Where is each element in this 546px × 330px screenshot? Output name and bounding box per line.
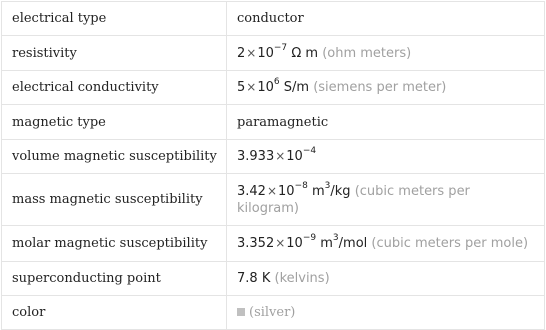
value-unit: Ω m — [291, 45, 319, 61]
row-label: electrical conductivity — [2, 71, 227, 105]
unit-description: (cubic meters per kilogram) — [237, 183, 470, 216]
properties-table — [1, 1, 545, 330]
row-value — [227, 226, 545, 262]
times-sign: × — [246, 80, 257, 94]
value-exponent: −4 — [302, 146, 317, 156]
row-label: color — [2, 296, 227, 330]
times-sign: × — [246, 45, 257, 60]
value-mantissa: 2 — [237, 45, 246, 61]
value-mantissa: 7.8 — [237, 271, 258, 286]
value-mantissa: 3.352 — [237, 236, 275, 251]
row-value — [227, 174, 545, 226]
row-label: electrical type — [2, 2, 227, 36]
unit-description: (cubic meters per mole) — [371, 236, 529, 251]
table-row — [2, 105, 545, 140]
value-unit — [320, 233, 368, 251]
times-sign: × — [275, 149, 286, 163]
value-unit: K — [261, 271, 271, 286]
value-exponent: 6 — [273, 77, 280, 87]
table-row — [2, 226, 545, 262]
row-label: resistivity — [2, 36, 227, 71]
table-row — [2, 2, 545, 36]
color-name: (silver) — [249, 305, 296, 320]
table-row — [2, 140, 545, 174]
unit-base: m — [320, 236, 333, 251]
unit-exponent: 3 — [324, 180, 331, 191]
unit-description: (siemens per meter) — [313, 80, 447, 95]
times-sign: × — [275, 236, 286, 250]
value-exponent: −9 — [302, 233, 317, 243]
unit-tail: /mol — [338, 236, 368, 251]
value-base: 10 — [286, 149, 303, 164]
table-row — [2, 262, 545, 296]
table-row — [2, 71, 545, 105]
times-sign: × — [266, 183, 278, 198]
row-value: conductor — [227, 2, 545, 36]
table-row — [2, 36, 545, 71]
row-value — [227, 140, 545, 174]
unit-description: (ohm meters) — [322, 45, 412, 61]
row-label: molar magnetic susceptibility — [2, 226, 227, 262]
row-label: magnetic type — [2, 105, 227, 140]
row-value — [227, 262, 545, 296]
value-mantissa: 3.933 — [237, 149, 275, 164]
unit-tail: /kg — [330, 183, 351, 199]
row-label: mass magnetic susceptibility — [2, 174, 227, 226]
row-label: superconducting point — [2, 262, 227, 296]
table-row — [2, 174, 545, 226]
value-unit — [311, 180, 351, 199]
value-base: 10 — [286, 236, 303, 251]
unit-description: (kelvins) — [274, 271, 330, 286]
row-value — [227, 36, 545, 71]
value-base: 10 — [257, 45, 274, 61]
value-base: 10 — [257, 80, 274, 95]
row-value — [227, 71, 545, 105]
value-exponent: −7 — [273, 42, 288, 53]
value-exponent: −8 — [294, 180, 308, 191]
row-value — [227, 296, 545, 330]
value-base: 10 — [278, 183, 295, 199]
row-value: paramagnetic — [227, 105, 545, 140]
row-label: volume magnetic susceptibility — [2, 140, 227, 174]
color-swatch-icon — [237, 308, 245, 316]
value-mantissa: 3.42 — [237, 183, 266, 199]
value-unit: S/m — [283, 80, 310, 95]
value-mantissa: 5 — [237, 80, 246, 95]
unit-exponent: 3 — [332, 233, 339, 243]
unit-base: m — [311, 183, 325, 199]
table-row — [2, 296, 545, 330]
